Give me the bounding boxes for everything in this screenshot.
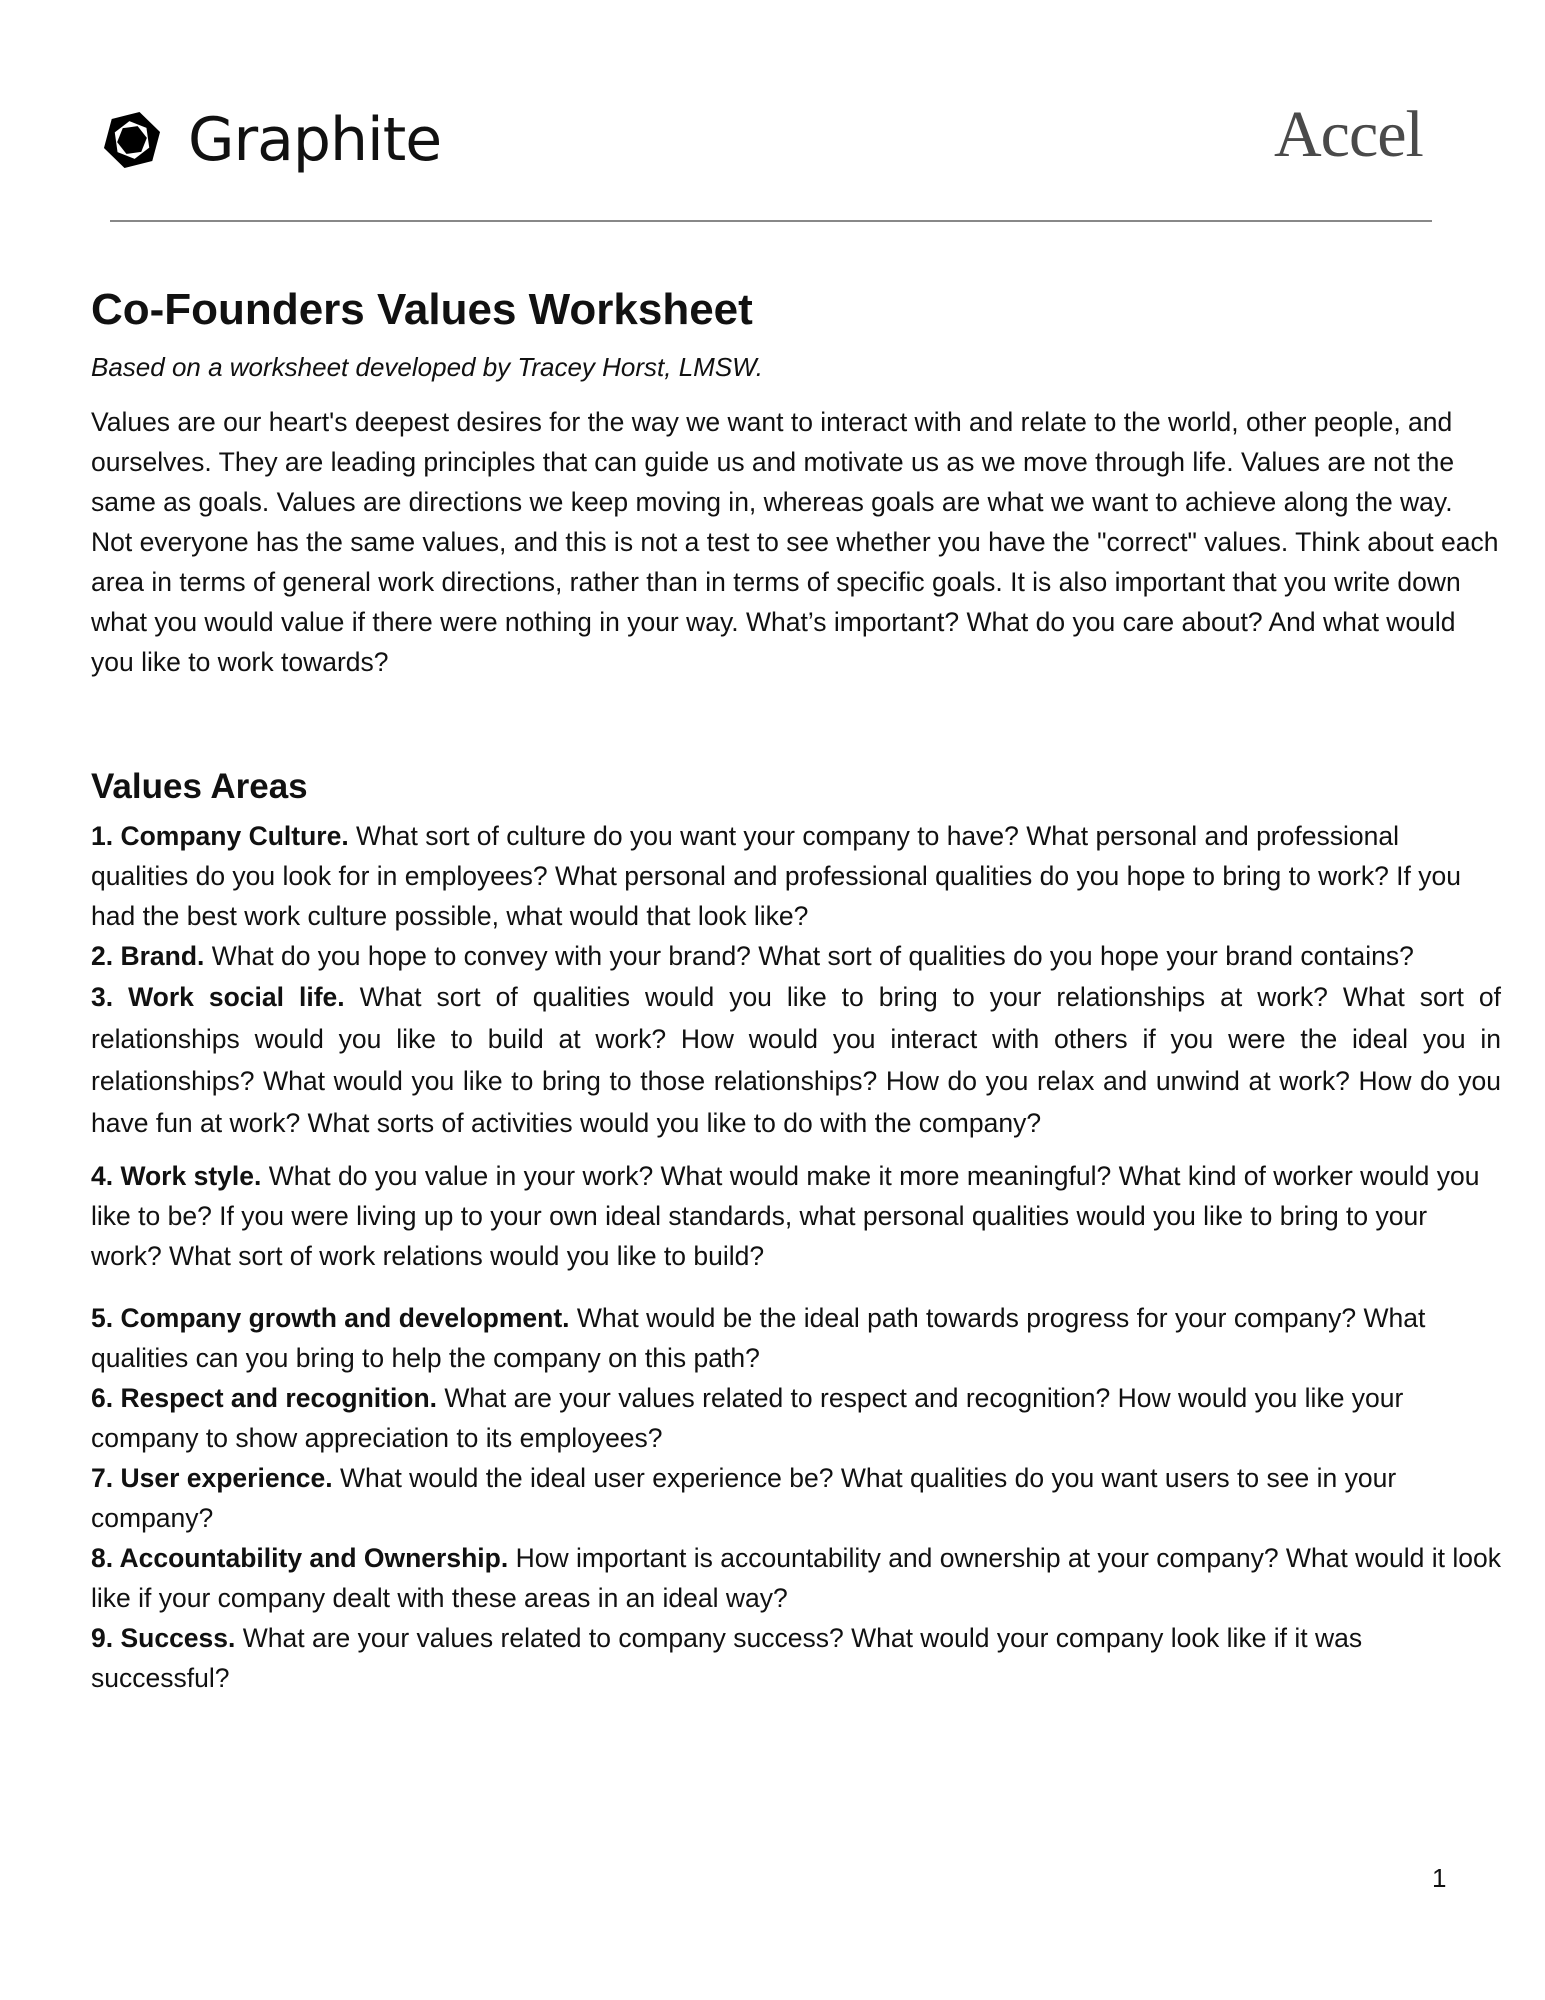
area-description: What do you value in your work? What would make it more meaningful? What kind of worker would you like to be? If you were living up to your own ideal standards, what personal qualities would you like to bring to your work? What sort of work relations would you like to build? [91,1161,1480,1271]
page-number: 1 [1432,1863,1447,1893]
graphite-logo [100,105,442,175]
intro-paragraph: Values are our heart's deepest desires for the way we want to interact with and relate to the world, other people, and ourselves. They are leading principles that can guide us and motivate us as we move through life. Values are not the same as goals. Values are directions we keep moving in, whereas goals are what we want to achieve along the way. [91,407,1455,517]
area-name: 3. Work social life. [91,982,345,1012]
area-name: 8. Accountability and Ownership. [91,1543,509,1573]
list-item [91,1298,1501,1378]
list-item [91,976,1501,1144]
intro-section [91,402,1501,682]
area-description: What would be the ideal path towards progress for your company? What qualities can you bring to help the company on this path? [91,1303,1426,1373]
list-item [91,1458,1501,1538]
area-description: What sort of qualities would you like to bring to your relationships at work? What sort of relationships would you like to build at work? How would you interact with others if you were the ideal you in relationships? What would you like to bring to those relationships? How do you relax and unwind at work? How do you have fun at work? What sorts of activities would you like to do with the company? [91,982,1501,1138]
area-description: What would the ideal user experience be? What qualities do you want users to see in your company? [91,1463,1397,1533]
section-heading: Values Areas [91,767,308,806]
area-name: 2. Brand. [91,941,205,971]
area-name: 7. User experience. [91,1463,333,1493]
page-title: Co-Founders Values Worksheet [91,285,753,334]
area-name: 5. Company growth and development. [91,1303,570,1333]
area-name: 9. Success. [91,1623,236,1653]
values-areas-list [91,816,1501,1698]
page-subtitle: Based on a worksheet developed by Tracey Horst, LMSW. [91,352,763,382]
document-body [91,280,1501,1698]
area-name: 6. Respect and recognition. [91,1383,438,1413]
list-item [91,1378,1501,1458]
list-item [91,1618,1501,1698]
list-item [91,936,1501,976]
list-item [91,1538,1501,1618]
intro-paragraph: Not everyone has the same values, and this is not a test to see whether you have the "correct" values. Think about each area in terms of general work directions, rather than in terms of specific goals. It is also important that you write down what you would value if there were nothing in your way. What’s important? What do you care about? And what would you like to work towards? [91,527,1499,677]
area-description: What do you hope to convey with your brand? What sort of qualities do you hope your brand contains? [204,941,1414,971]
graphite-hexagon-icon [100,108,164,172]
header-divider [110,220,1432,222]
list-item [91,816,1501,936]
area-name: 1. Company Culture. [91,821,349,851]
list-item [91,1156,1501,1276]
area-description: What are your values related to respect and recognition? How would you like your company to show appreciation to its employees? [91,1383,1404,1453]
graphite-logo-text: Graphite [188,105,442,175]
accel-logo: Accel [1274,98,1423,171]
page-header [0,0,1545,230]
area-description: How important is accountability and ownership at your company? What would it look like if your company dealt with these areas in an ideal way? [91,1543,1501,1613]
area-name: 4. Work style. [91,1161,262,1191]
area-description: What sort of culture do you want your company to have? What personal and professional qualities do you look for in employees? What personal and professional qualities do you hope to bring to work? If you had the best work culture possible, what would that look like? [91,821,1461,931]
area-description: What are your values related to company success? What would your company look like if it was successful? [91,1623,1363,1693]
